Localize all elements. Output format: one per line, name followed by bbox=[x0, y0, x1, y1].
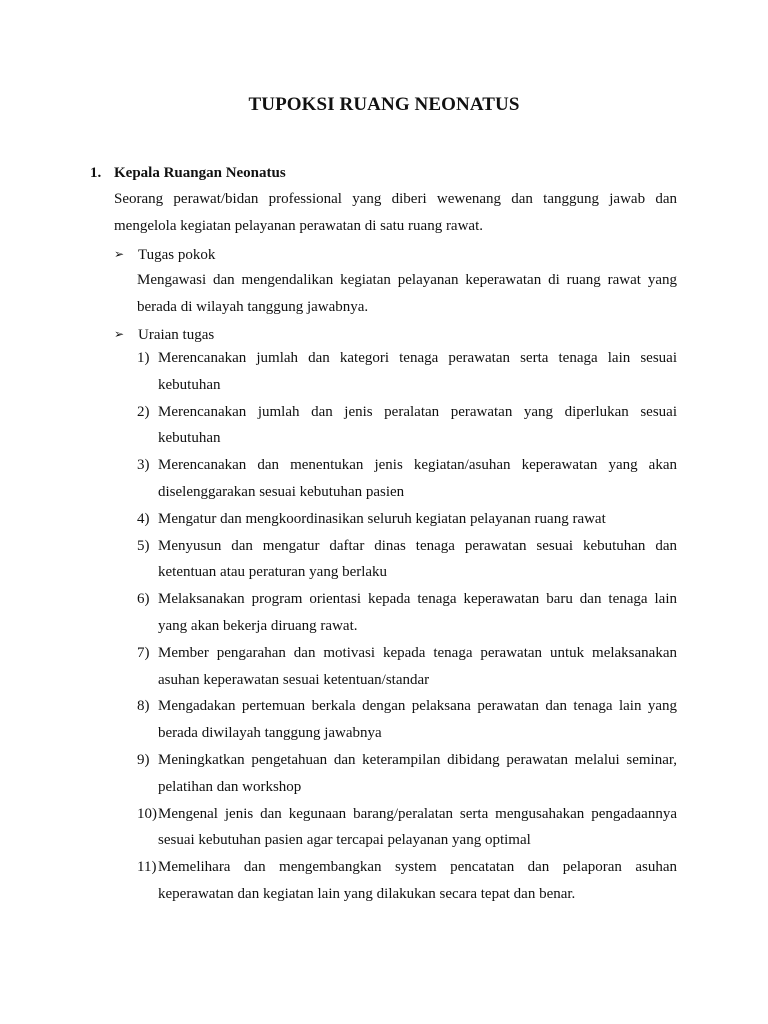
bullet-tugas-pokok bbox=[114, 242, 215, 267]
bullet-uraian-tugas bbox=[114, 322, 214, 347]
section-heading-text: Kepala Ruangan Neonatus bbox=[114, 165, 286, 181]
list-item bbox=[137, 345, 677, 399]
list-item bbox=[137, 533, 677, 587]
list-item-number: 7) bbox=[137, 644, 150, 661]
list-item bbox=[137, 586, 677, 640]
list-item-number: 6) bbox=[137, 591, 150, 608]
list-item-number: 5) bbox=[137, 537, 150, 554]
list-item-text: Member pengarahan dan motivasi kepada tenaga perawatan untuk melaksanakan asuhan keperawatan sesuai ketentuan/standar bbox=[158, 644, 677, 688]
section-intro-paragraph: Seorang perawat/bidan professional yang diberi wewenang dan tanggung jawab dan mengelola kegiatan pelayanan perawatan di satu ruang rawat. bbox=[114, 191, 677, 234]
section-number: 1. bbox=[90, 165, 102, 181]
list-item bbox=[137, 640, 677, 694]
list-item bbox=[137, 506, 677, 533]
list-item-number: 8) bbox=[137, 698, 150, 715]
arrow-bullet-icon: ➢ bbox=[114, 327, 125, 341]
list-item-text: Mengadakan pertemuan berkala dengan pelaksana perawatan dan tenaga lain yang berada diwilayah tanggung jawabnya bbox=[158, 698, 677, 742]
page-title: TUPOKSI RUANG NEONATUS bbox=[248, 94, 520, 115]
list-item-number: 2) bbox=[137, 403, 150, 420]
list-item bbox=[137, 452, 677, 506]
list-item-text: Melaksanakan program orientasi kepada tenaga keperawatan baru dan tenaga lain yang akan bekerja diruang rawat. bbox=[158, 591, 677, 634]
uraian-tugas-label: Uraian tugas bbox=[138, 327, 215, 343]
list-item bbox=[137, 854, 677, 908]
list-item bbox=[137, 399, 677, 453]
list-item bbox=[137, 801, 677, 855]
list-item-text: Mengenal jenis dan kegunaan barang/peralatan serta mengusahakan pengadaannya sesuai kebutuhan pasien agar tercapai pelayanan yang optimal bbox=[158, 805, 677, 849]
list-item bbox=[137, 693, 677, 747]
list-item-number: 11) bbox=[137, 859, 157, 876]
tugas-pokok-paragraph: Mengawasi dan mengendalikan kegiatan pelayanan keperawatan di ruang rawat yang berada di wilayah tanggung jawabnya. bbox=[137, 272, 677, 315]
section-heading bbox=[90, 161, 286, 185]
list-item-text: Meningkatkan pengetahuan dan keterampilan dibidang perawatan melalui seminar, pelatihan dan workshop bbox=[158, 751, 677, 795]
list-item-number: 10) bbox=[137, 805, 157, 822]
list-item-text: Merencanakan dan menentukan jenis kegiatan/asuhan keperawatan yang akan diselenggarakan sesuai kebutuhan pasien bbox=[158, 457, 677, 500]
list-item-number: 1) bbox=[137, 350, 150, 366]
list-item-text: Merencanakan jumlah dan kategori tenaga perawatan serta tenaga lain sesuai kebutuhan bbox=[158, 350, 677, 393]
arrow-bullet-icon: ➢ bbox=[114, 247, 125, 261]
tugas-pokok-label: Tugas pokok bbox=[138, 247, 216, 263]
list-item-text: Merencanakan jumlah dan jenis peralatan perawatan yang diperlukan sesuai kebutuhan bbox=[158, 403, 677, 447]
list-item-number: 4) bbox=[137, 510, 150, 527]
list-item-number: 3) bbox=[137, 457, 150, 474]
list-item-number: 9) bbox=[137, 751, 150, 768]
list-item bbox=[137, 747, 677, 801]
list-item-text: Mengatur dan mengkoordinasikan seluruh kegiatan pelayanan ruang rawat bbox=[158, 510, 606, 527]
list-item-text: Memelihara dan mengembangkan system pencatatan dan pelaporan asuhan keperawatan dan kegiatan lain yang dilakukan secara tepat dan benar. bbox=[158, 859, 677, 902]
uraian-tugas-list bbox=[137, 345, 677, 908]
list-item-text: Menyusun dan mengatur daftar dinas tenaga perawatan sesuai kebutuhan dan ketentuan atau peraturan yang berlaku bbox=[158, 537, 677, 581]
